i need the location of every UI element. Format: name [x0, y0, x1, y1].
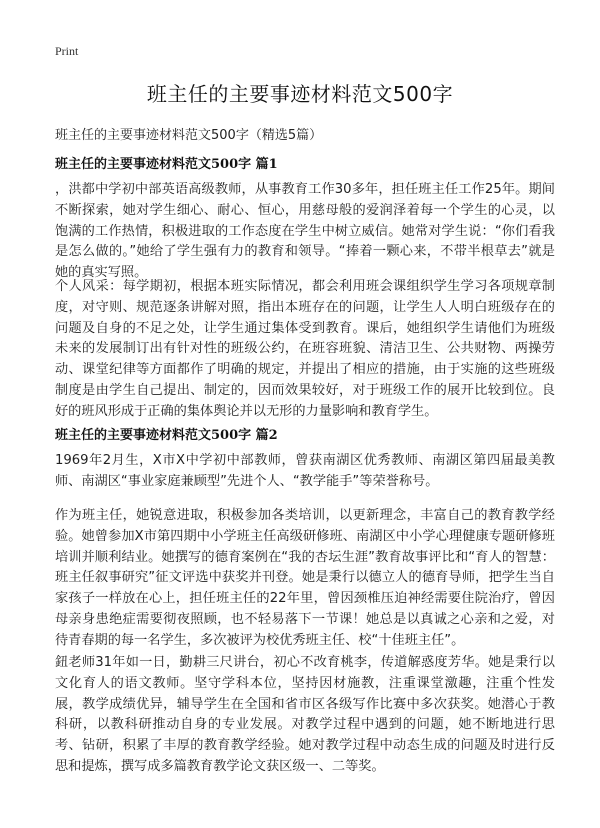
page-title: 班主任的主要事迹材料范文500字: [146, 82, 454, 106]
print-label: Print: [55, 44, 79, 58]
section-2-paragraph-2: 作为班主任，她锐意进取，积极参加各类培训，以更新理念，丰富自己的教育教学经验。她曾参加X市第四期中小学班主任高级研修班、南湖区中小学心理健康专题研修班培训并顺利结业。她撰写的德育案例在“我的杏坛生涯”教育故事评比和“育人的智慧：班主任叙事研究”征文评选中获奖并刊登。她是秉行以德立人的德育导师，把学生当自家孩子一样放在心上，担任班主任的22年里，曾因颈椎压迫神经需要住院治疗，曾因母亲身患绝症需要彻夜照顾，也不轻易落下一节课！她总是以真诚之心亲和之爱，对待青春期的每一名学生，多次被评为校优秀班主任、校“十佳班主任”。: [55, 508, 555, 648]
section-1-paragraph-1: ，洪都中学初中部英语高级教师，从事教育工作30多年，担任班主任工作25年。期间不断探索，她对学生细心、耐心、恒心，用慈母般的爱润泽着每一个学生的心灵，以饱满的工作热情，积极进取的工作态度在学生中树立威信。她常对学生说：“你们看我是怎么做的。”她给了学生强有力的教育和领导。“捧着一颗心来，不带半根草去”就是她的真实写照。: [55, 182, 555, 281]
section-heading-2: 班主任的主要事迹材料范文500字 篇2: [55, 428, 278, 443]
section-1-paragraph-2: 个人风采：每学期初，根据本班实际情况，都会利用班会课组织学生学习各项规章制度，对守则、规范逐条讲解对照，指出本班存在的问题，让学生人人明白班级存在的问题及自身的不足之处，让学生通过集体受到教育。课后，她组织学生请他们为班级未来的发展制订出有针对性的班级公约，在班容班貌、清洁卫生、公共财物、两操劳动、课堂纪律等方面都作了明确的规定，并提出了相应的措施，由于实施的这些班级制度是由学生自己提出、制定的，因而效果较好，对于班级工作的展开比较到位。良好的班风形成于正确的集体舆论并以无形的力量影响和教育学生。: [55, 279, 555, 419]
section-2-paragraph-3: 鈕老师31年如一日，勤耕三尺讲台，初心不改育桃李，传道解惑度芳华。她是秉行以文化育人的语文教师。坚守学科本位，坚持因材施教，注重课堂激趣，注重个性发展，教学成绩优异，辅导学生在全国和省市区各级写作比赛中多次获奖。她潜心于教科研，以教科研推动自身的专业发展。对教学过程中遇到的问题，她不断地进行思考、钻研，积累了丰厚的教育教学经验。她对教学过程中动态生成的问题及时进行反思和提炼，撰写成多篇教育教学论文获区级一、二等奖。: [55, 655, 555, 774]
section-2-paragraph-1: 1969年2月生，X市X中学初中部教师，曾获南湖区优秀教师、南湖区第四届最美教师、南湖区“事业家庭兼顾型”先进个人、“教学能手”等荣誉称号。: [55, 453, 555, 489]
document-subtitle: 班主任的主要事迹材料范文500字（精选5篇）: [55, 128, 323, 143]
section-heading-1: 班主任的主要事迹材料范文500字 篇1: [55, 157, 278, 172]
